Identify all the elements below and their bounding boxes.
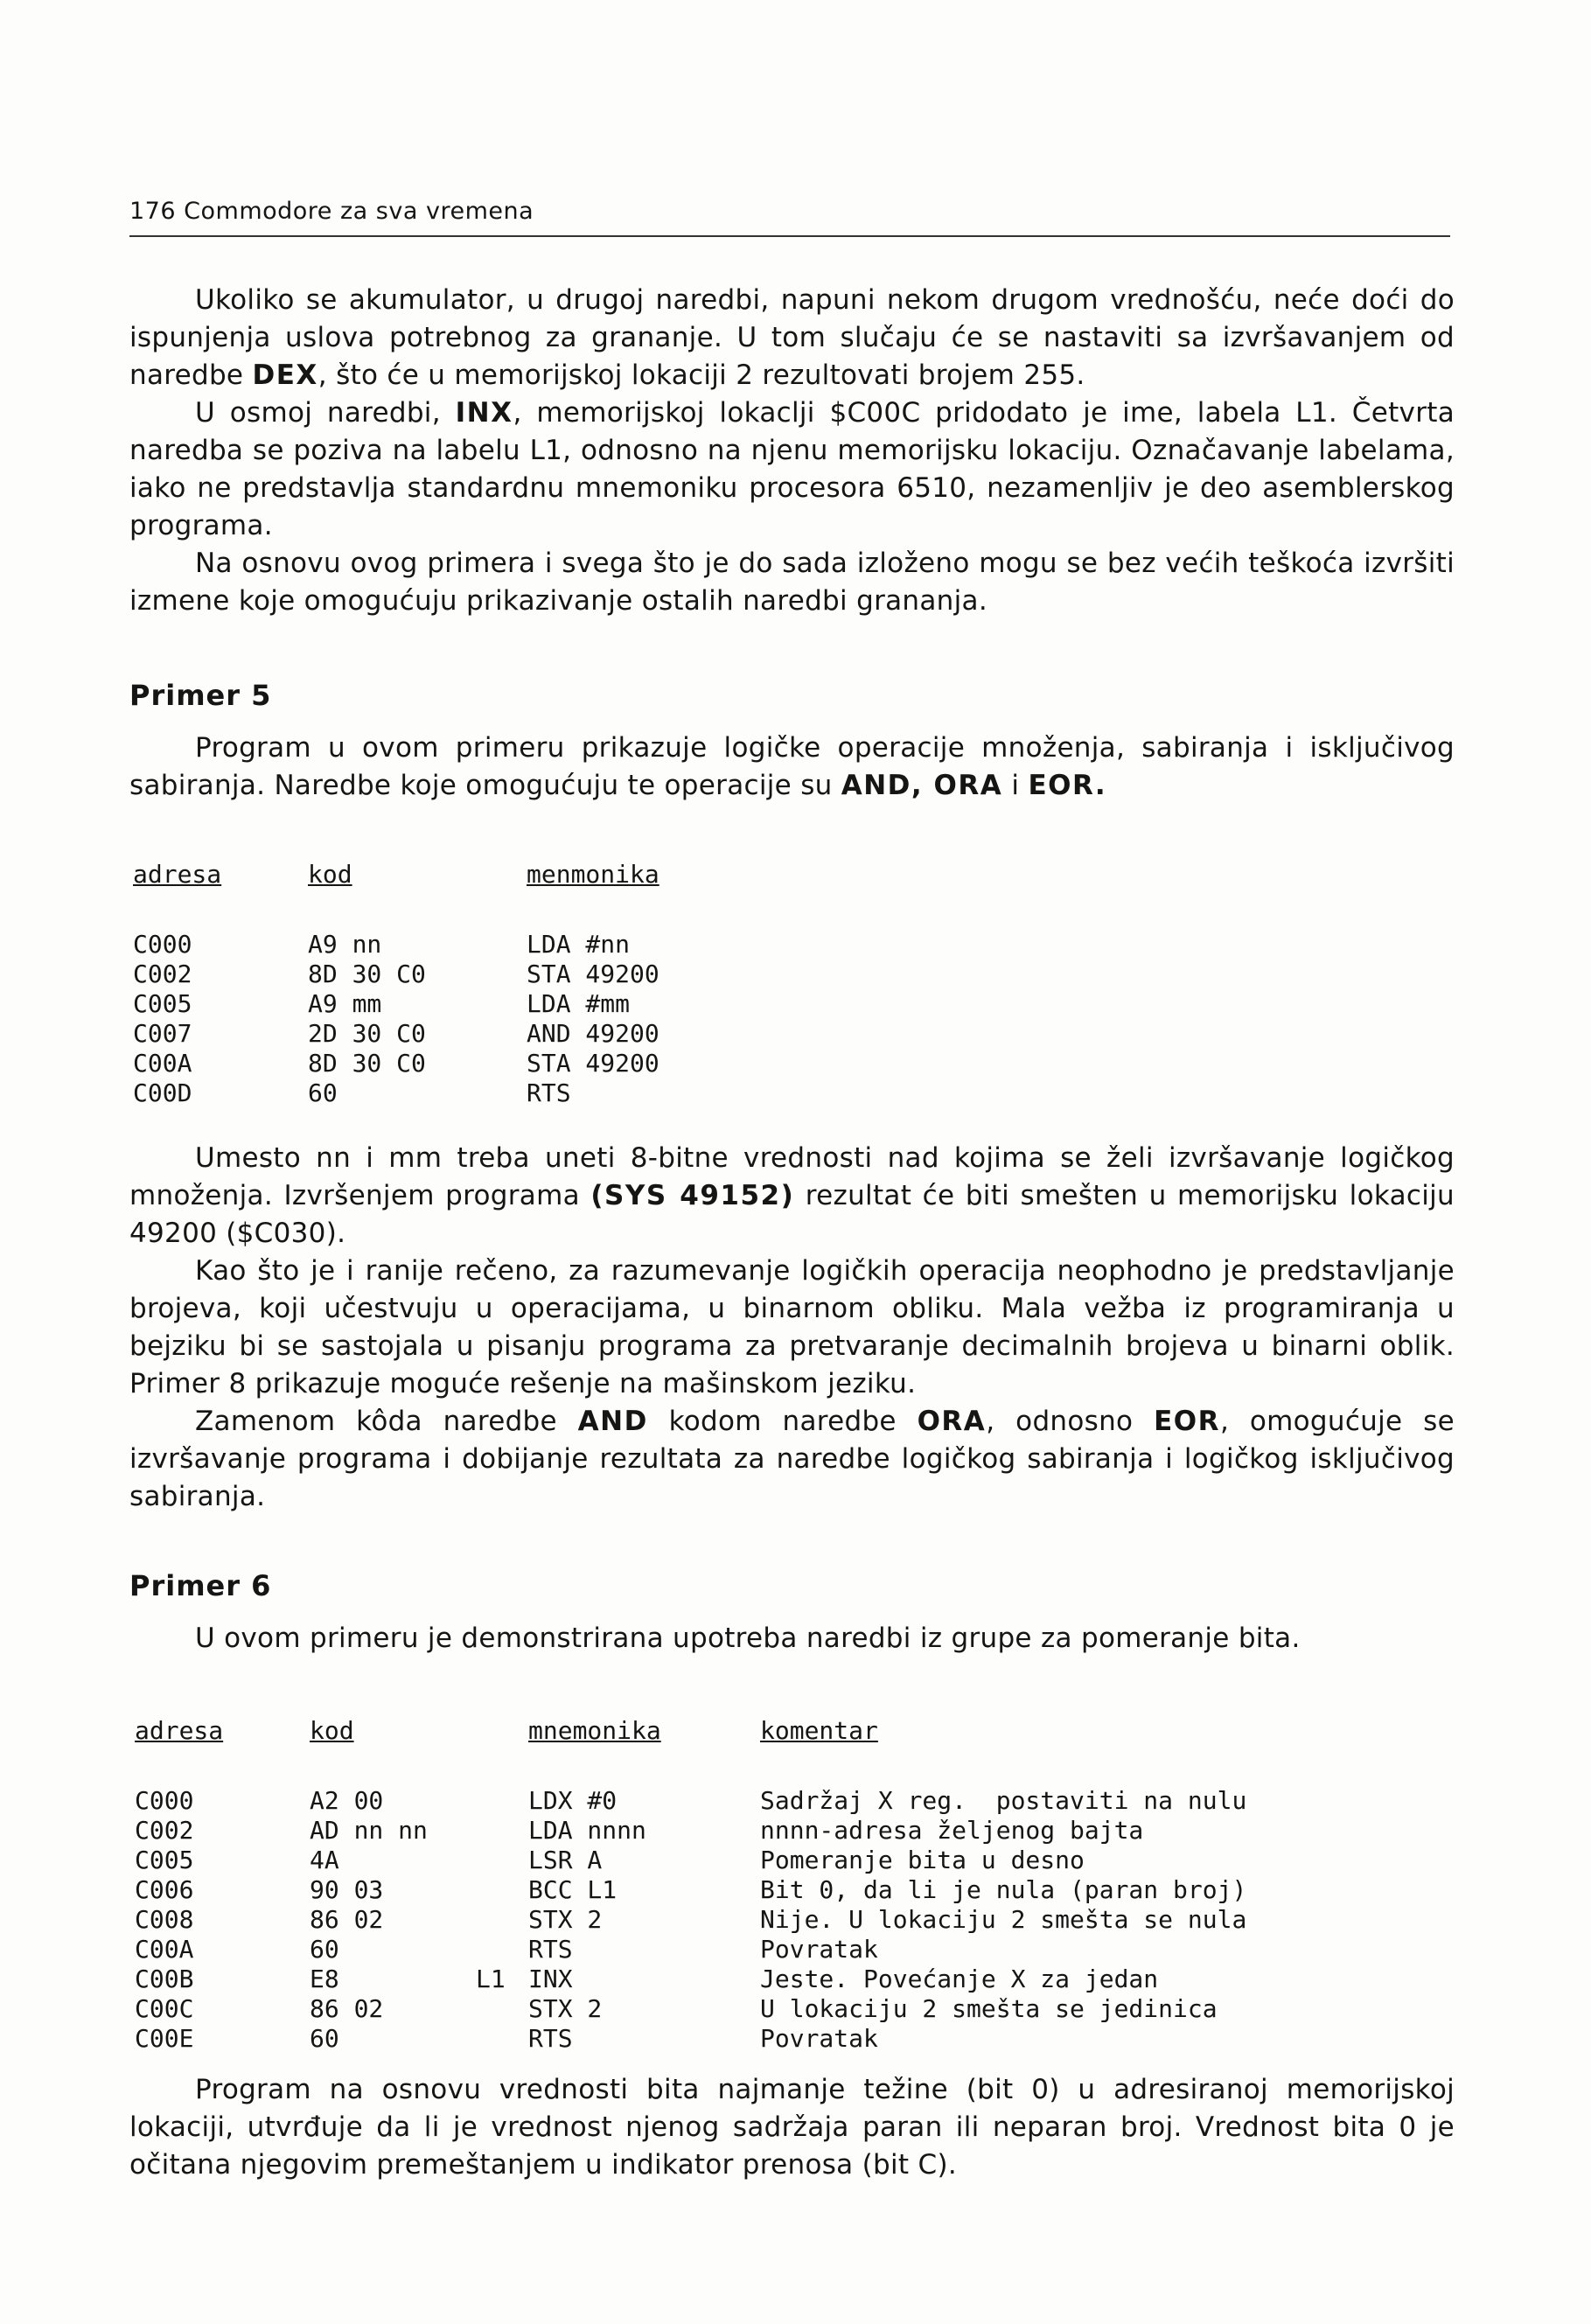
code-cell: 2D 30 C0 xyxy=(308,1019,426,1048)
code-cell: A2 00 xyxy=(310,1786,384,1815)
comment-cell: Sadržaj X reg. postaviti na nulu xyxy=(760,1786,1247,1815)
mnemonic-cell: INX xyxy=(528,1965,573,1993)
address-cell: C006 xyxy=(135,1875,194,1904)
bold-run: ORA xyxy=(917,1406,987,1437)
text-run: i xyxy=(1002,770,1029,801)
address-cell: C007 xyxy=(133,1019,192,1048)
text-run: , što će u memorijskoj lokaciji 2 rezultovati brojem 255. xyxy=(318,359,1085,391)
text-run: Umesto nn i mm treba uneti 8-bitne vrednosti nad kojima se želi izvršavanje logičkog množenja. Izvršenjem programa xyxy=(129,1142,1455,1211)
column-header-kod: kod xyxy=(308,860,352,889)
column-header-mnemonika: mnemonika xyxy=(528,1716,661,1745)
mnemonic-cell: LDA #mm xyxy=(527,989,631,1018)
code-cell: A9 nn xyxy=(308,930,382,959)
comment-cell: Povratak xyxy=(760,2024,878,2053)
code-cell: AD nn nn xyxy=(310,1816,428,1845)
text-run: Zamenom kôda naredbe xyxy=(195,1406,578,1437)
mnemonic-cell: RTS xyxy=(528,1935,573,1964)
column-header-adresa: adresa xyxy=(133,860,222,889)
intro-section xyxy=(129,282,1455,620)
mnemonic-cell: BCC L1 xyxy=(528,1875,618,1904)
primer5-heading: Primer 5 xyxy=(129,679,272,712)
code-cell: 90 03 xyxy=(310,1875,384,1904)
address-cell: C00D xyxy=(133,1078,192,1107)
mnemonic-cell: LDX #0 xyxy=(528,1786,618,1815)
text-run: , omogućuje se izvršavanje programa i dobijanje rezultata za naredbe logičkog sabiranja i logičkog isključivog sabiranja. xyxy=(129,1406,1455,1512)
primer5-section xyxy=(129,679,1455,805)
label-cell: L1 xyxy=(476,1965,506,1993)
code-cell: 60 xyxy=(310,1935,339,1964)
primer5-paragraph-1 xyxy=(129,729,1455,805)
primer6-explanation xyxy=(129,2071,1455,2184)
bold-run: DEX xyxy=(252,359,318,391)
text-run: Program u ovom primeru prikazuje logičke operacije množenja, sabiranja i isključivog sabiranja. Naredbe koje omogućuju te operacije su xyxy=(129,732,1455,801)
primer5-explanation xyxy=(129,1140,1455,1516)
column-header-komentar: komentar xyxy=(760,1716,878,1745)
address-cell: C00A xyxy=(133,1049,192,1078)
intro-paragraph-3: Na osnovu ovog primera i svega što je do sada izloženo mogu se bez većih teškoća izvršiti izmene koje omogućuju prikazivanje ostalih naredbi grananja. xyxy=(129,548,1455,617)
mnemonic-cell: AND 49200 xyxy=(527,1019,659,1048)
mnemonic-cell: STX 2 xyxy=(528,1994,603,2023)
text-run: Ukoliko se akumulator, u drugoj naredbi, napuni nekom drugom vrednošću, neće doći do ispunjenja uslova potrebnog za grananje. U tom slučaju će se nastaviti sa izvršavanjem od naredbe xyxy=(129,284,1455,391)
column-header-kod: kod xyxy=(310,1716,354,1745)
address-cell: C002 xyxy=(133,960,192,988)
primer5-paragraph-3: Kao što je i ranije rečeno, za razumevanje logičkih operacija neophodno je predstavljanje brojeva, koji učestvuju u operacijama, u binarnom obliku. Mala vežba iz programiranja u bejziku bi se sastojala u pisanju programa za pretvaranje decimalnih brojeva u binarni oblik. Primer 8 prikazuje moguće rešenje na mašinskom jeziku. xyxy=(129,1255,1455,1399)
code-cell: 8D 30 C0 xyxy=(308,1049,426,1078)
code-cell: 86 02 xyxy=(310,1905,384,1934)
mnemonic-cell: LSR A xyxy=(528,1846,603,1874)
address-cell: C000 xyxy=(135,1786,194,1815)
address-cell: C005 xyxy=(135,1846,194,1874)
intro-paragraph-1 xyxy=(129,282,1455,394)
code-cell: 86 02 xyxy=(310,1994,384,2023)
address-cell: C000 xyxy=(133,930,192,959)
comment-cell: U lokaciju 2 smešta se jedinica xyxy=(760,1994,1218,2023)
code-cell: 8D 30 C0 xyxy=(308,960,426,988)
bold-run: EOR xyxy=(1154,1406,1220,1437)
mnemonic-cell: RTS xyxy=(527,1078,571,1107)
primer6-paragraph-2: Program na osnovu vrednosti bita najmanje težine (bit 0) u adresiranoj memorijskoj lokaciji, utvrđuje da li je vrednost njenog sadržaja paran ili neparan broj. Vrednost bita 0 je očitana njegovim premeštanjem u indikator prenosa (bit C). xyxy=(129,2074,1455,2181)
mnemonic-cell: STA 49200 xyxy=(527,1049,659,1078)
code-cell: 60 xyxy=(310,2024,339,2053)
primer5-paragraph-2 xyxy=(129,1140,1455,1253)
primer6-section xyxy=(129,1569,1455,1658)
code-cell: E8 xyxy=(310,1965,339,1993)
bold-run: AND, ORA xyxy=(841,770,1003,801)
comment-cell: Bit 0, da li je nula (paran broj) xyxy=(760,1875,1247,1904)
mnemonic-cell: RTS xyxy=(528,2024,573,2053)
comment-cell: Pomeranje bita u desno xyxy=(760,1846,1085,1874)
code-cell: A9 mm xyxy=(308,989,382,1018)
primer5-paragraph-4 xyxy=(129,1403,1455,1516)
comment-cell: Jeste. Povećanje X za jedan xyxy=(760,1965,1159,1993)
address-cell: C00C xyxy=(135,1994,194,2023)
text-run: , memorijskoj lokaclji $C00C pridodato je ime, labela L1. Četvrta naredba se poziva na labelu L1, odnosno na njenu memorijsku lokaciju. Označavanje labelama, iako ne predstavlja standardnu mnemoniku procesora 6510, nezamenljiv je deo asemblerskog programa. xyxy=(129,397,1455,541)
column-header-adresa: adresa xyxy=(135,1716,224,1745)
mnemonic-cell: STA 49200 xyxy=(527,960,659,988)
text-run: rezultat će biti smešten u memorijsku lokaciju 49200 ($C030). xyxy=(129,1180,1455,1249)
bold-run: (SYS 49152) xyxy=(590,1180,795,1211)
code-cell: 60 xyxy=(308,1078,338,1107)
mnemonic-cell: STX 2 xyxy=(528,1905,603,1934)
text-run: , odnosno xyxy=(986,1406,1155,1437)
address-cell: C00B xyxy=(135,1965,194,1993)
comment-cell: Nije. U lokaciju 2 smešta se nula xyxy=(760,1905,1247,1934)
comment-cell: Povratak xyxy=(760,1935,878,1964)
address-cell: C002 xyxy=(135,1816,194,1845)
column-header-mnemonika: menmonika xyxy=(527,860,659,889)
mnemonic-cell: LDA #nn xyxy=(527,930,631,959)
address-cell: C00A xyxy=(135,1935,194,1964)
code-cell: 4A xyxy=(310,1846,339,1874)
mnemonic-cell: LDA nnnn xyxy=(528,1816,646,1845)
comment-cell: nnnn-adresa željenog bajta xyxy=(760,1816,1144,1845)
intro-paragraph-2 xyxy=(129,394,1455,545)
page-number: 176 xyxy=(129,198,177,225)
primer6-heading: Primer 6 xyxy=(129,1569,272,1602)
bold-run: INX xyxy=(455,397,513,429)
text-run: U osmoj naredbi, xyxy=(195,397,456,429)
bold-run: EOR. xyxy=(1028,770,1107,801)
primer6-paragraph-1: U ovom primeru je demonstrirana upotreba naredbi iz grupe za pomeranje bita. xyxy=(195,1623,1301,1654)
address-cell: C00E xyxy=(135,2024,194,2053)
address-cell: C005 xyxy=(133,989,192,1018)
book-title: Commodore za sva vremena xyxy=(184,198,534,225)
text-run: kodom naredbe xyxy=(647,1406,918,1437)
address-cell: C008 xyxy=(135,1905,194,1934)
page-header xyxy=(129,198,1450,237)
bold-run: AND xyxy=(577,1406,648,1437)
